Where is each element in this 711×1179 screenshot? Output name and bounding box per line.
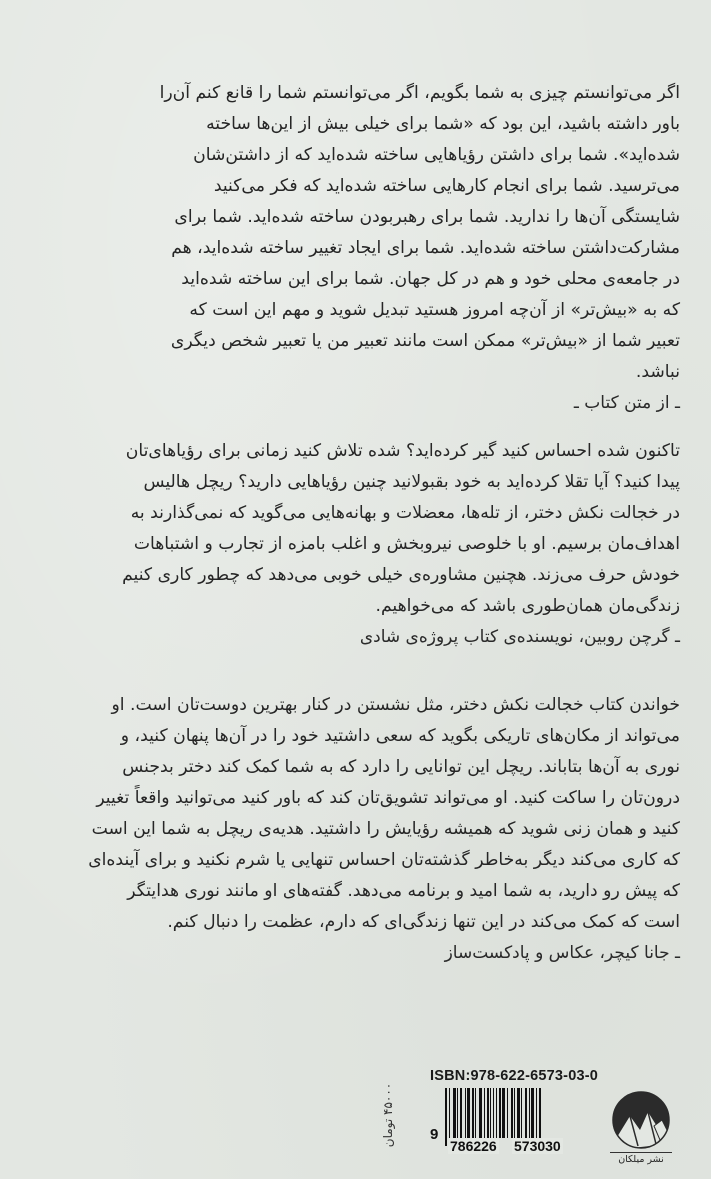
barcode-digits-right: 573030 [514, 1138, 561, 1154]
blurb-line: در جامعه‌ی محلی خود و هم در کل جهان. شما برای این ساخته شده‌اید [181, 269, 680, 289]
blurb-line: خودش حرف می‌زند. هچنین مشاوره‌ی خیلی خوبی می‌دهد که چطور کاری کنیم [122, 565, 680, 585]
mountain-circle-logo-icon [610, 1090, 672, 1150]
blurb-line: پیدا کنید؟ آیا تقلا کرده‌اید به خود بقبولانید چنین رؤیاهایی دارید؟ ریچل هالیس [143, 472, 680, 492]
blurb-line: تاکنون شده احساس کنید گیر کرده‌اید؟ شده تلاش کنید زمانی برای رؤیاهای‌تان [125, 441, 680, 461]
blurb-line: می‌تواند از مکان‌های تاریکی بگوید که سعی داشتید خود را در آن‌ها پنهان کنید، و [120, 726, 680, 746]
blurb-line: تعبیر شما از «بیش‌تر» ممکن است مانند تعبیر من یا تعبیر شخص دیگری [170, 331, 680, 351]
blurb-line: شایستگی آن‌ها را ندارید. شما برای رهبربودن ساخته شده‌اید. شما برای [174, 207, 680, 227]
barcode-digits-left: 786226 [450, 1138, 497, 1154]
blurb-book-excerpt [78, 78, 680, 419]
blurb-line: خواندن کتاب خجالت نکش دختر، مثل نشستن در کنار بهترین دوست‌تان است. او [111, 695, 680, 715]
blurb-line: نباشد. [635, 362, 680, 382]
blurb-line: که پیش رو دارید، به شما امید و برنامه می‌دهد. گفته‌های او مانند نوری هدایتگر [127, 881, 680, 901]
blurb-line: که به «بیش‌تر» از آن‌چه امروز هستید تبدیل شوید و مهم این است که [189, 300, 680, 320]
blurb-line: مشارکت‌داشتن ساخته شده‌اید. شما برای ایجاد تغییر ساخته شده‌اید، هم [171, 238, 680, 258]
blurb-jana-kingsford [78, 690, 680, 969]
blurb-line: شده‌اید». شما برای داشتن رؤیاهایی ساخته شده‌اید که از داشتن‌شان [193, 145, 680, 165]
isbn-barcode [400, 1068, 600, 1163]
blurb-line: اهداف‌مان برسیم. او با خلوصی نیروبخش و اغلب بامزه از تجارب و اشتباهات [133, 534, 680, 554]
isbn-label: ISBN:978-622-6573-03-0 [430, 1068, 599, 1084]
publisher-logo [610, 1090, 672, 1170]
blurb-attribution: ـ از متن کتاب ـ [573, 393, 680, 413]
price-text: ۴۵۰۰۰ تومان [381, 1082, 396, 1148]
blurb-line: کنید و همان زنی شوید که همیشه رؤیایش را داشتید. هدیه‌ی ریچل به شما این است [91, 819, 680, 839]
blurb-line: درون‌تان را ساکت کنید. او می‌تواند تشویق‌تان کند که باور کنید می‌توانید واقعاً تغییر [96, 788, 680, 808]
blurb-attribution: ـ گرچن روبین، نویسنده‌ی کتاب پروژه‌ی شادی [359, 627, 680, 647]
blurb-gretchen-rubin [78, 436, 680, 653]
blurb-line: اگر می‌توانستم چیزی به شما بگویم، اگر می‌توانستم شما را قانع کنم آن‌را [159, 83, 680, 103]
blurb-line: نوری به آن‌ها بتاباند. ریچل این توانایی را دارد که به شما کمک کند دختر بدجنس [122, 757, 680, 777]
publisher-name: نشر میلکان [610, 1152, 672, 1165]
blurb-line: می‌ترسید. شما برای انجام کارهایی ساخته شده‌اید که فکر می‌کنید [213, 176, 680, 196]
barcode-lead-digit: 9 [430, 1126, 439, 1143]
blurb-line: زندگی‌مان همان‌طوری باشد که می‌خواهیم. [375, 596, 680, 616]
blurb-line: در خجالت نکش دختر، از تله‌ها، معضلات و بهانه‌هایی می‌گوید که نمی‌گذارند به [130, 503, 680, 523]
blurb-attribution: ـ جانا کیچر، عکاس و پادکست‌ساز [444, 943, 680, 963]
blurb-line: باور داشته باشید، این بود که «شما برای خیلی بیش از این‌ها ساخته [206, 114, 680, 134]
blurb-line: که کاری می‌کند دیگر به‌خاطر گذشته‌تان احساس تنهایی یا شرم نکنید و برای آینده‌ای [88, 850, 680, 870]
blurb-line: است که کمک می‌کند در این تنها زندگی‌ای که دارم، عظمت را دنبال کنم. [167, 912, 680, 932]
